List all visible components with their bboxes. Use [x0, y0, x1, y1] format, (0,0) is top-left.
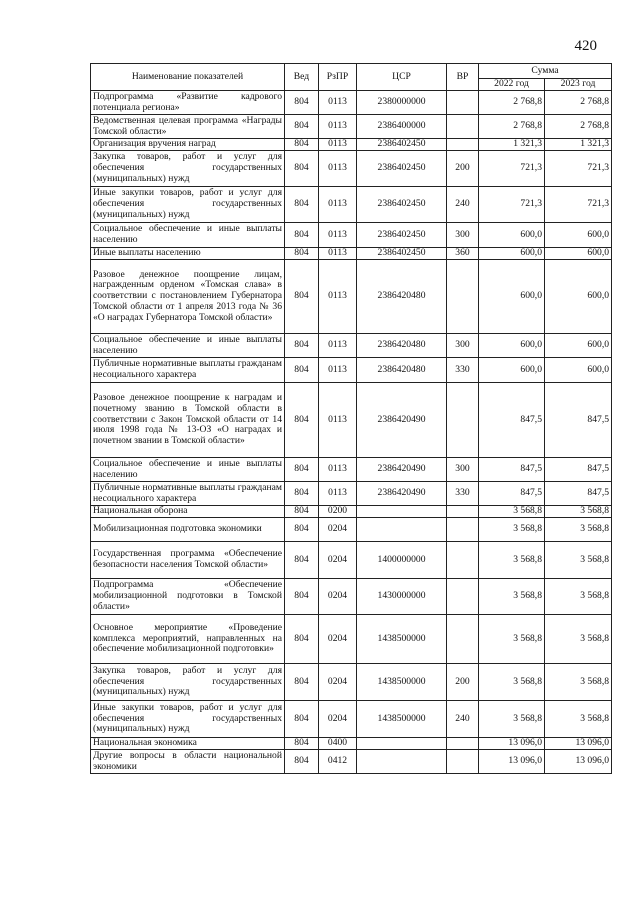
row-vr	[447, 750, 479, 774]
row-sum-2023: 721,3	[545, 151, 612, 187]
row-sum-2022: 600,0	[479, 248, 545, 260]
row-name: Закупка товаров, работ и услуг для обеспечения государственных (муниципальных) нужд	[91, 664, 285, 701]
row-vr: 200	[447, 664, 479, 701]
row-sum-2022: 721,3	[479, 187, 545, 223]
row-name: Подпрограмма «Развитие кадрового потенциала региона»	[91, 91, 285, 115]
row-csr	[357, 738, 447, 750]
table-row	[91, 91, 612, 115]
row-sum-2022: 3 568,8	[479, 506, 545, 518]
header-csr: ЦСР	[357, 64, 447, 91]
table-row	[91, 701, 612, 738]
row-sum-2022: 847,5	[479, 482, 545, 506]
row-sum-2023: 3 568,8	[545, 701, 612, 738]
row-sum-2023: 3 568,8	[545, 518, 612, 542]
row-csr: 1438500000	[357, 664, 447, 701]
row-rzpr: 0204	[319, 701, 357, 738]
row-vr: 330	[447, 482, 479, 506]
row-vr	[447, 91, 479, 115]
row-ved: 804	[285, 187, 319, 223]
row-rzpr: 0113	[319, 334, 357, 358]
row-ved: 804	[285, 358, 319, 383]
table-row	[91, 579, 612, 615]
row-csr: 2386420480	[357, 260, 447, 334]
row-sum-2023: 847,5	[545, 458, 612, 482]
row-csr: 2386402450	[357, 187, 447, 223]
row-name: Социальное обеспечение и иные выплаты населению	[91, 223, 285, 248]
row-sum-2023: 13 096,0	[545, 750, 612, 774]
row-sum-2022: 2 768,8	[479, 115, 545, 139]
row-rzpr: 0113	[319, 187, 357, 223]
table-row	[91, 151, 612, 187]
row-vr: 300	[447, 458, 479, 482]
table-row	[91, 615, 612, 664]
row-csr: 1438500000	[357, 701, 447, 738]
row-name: Публичные нормативные выплаты гражданам несоциального характера	[91, 358, 285, 383]
row-name: Закупка товаров, работ и услуг для обеспечения государственных (муниципальных) нужд	[91, 151, 285, 187]
row-name: Разовое денежное поощрение к наградам и почетному званию в Томской области в соответствии с Закон Томской области от 14 июля 1998 года № 13-ОЗ «О наградах и почетном звании в Томской области»	[91, 383, 285, 458]
row-sum-2022: 3 568,8	[479, 701, 545, 738]
row-sum-2023: 2 768,8	[545, 115, 612, 139]
row-vr: 200	[447, 151, 479, 187]
row-sum-2022: 600,0	[479, 334, 545, 358]
header-sum: Сумма	[479, 64, 612, 79]
row-vr	[447, 518, 479, 542]
row-rzpr: 0400	[319, 738, 357, 750]
row-sum-2023: 3 568,8	[545, 664, 612, 701]
row-sum-2022: 3 568,8	[479, 664, 545, 701]
row-csr	[357, 750, 447, 774]
table-row	[91, 334, 612, 358]
row-csr: 2386402450	[357, 151, 447, 187]
row-name: Социальное обеспечение и иные выплаты населению	[91, 334, 285, 358]
row-vr	[447, 738, 479, 750]
header-ved: Вед	[285, 64, 319, 91]
header-name: Наименование показателей	[91, 64, 285, 91]
row-csr: 2386402450	[357, 223, 447, 248]
row-rzpr: 0204	[319, 542, 357, 579]
header-year-2023: 2023 год	[545, 79, 612, 91]
table-row	[91, 383, 612, 458]
table-row	[91, 738, 612, 750]
row-ved: 804	[285, 223, 319, 248]
table-row	[91, 482, 612, 506]
row-vr: 240	[447, 187, 479, 223]
row-vr: 330	[447, 358, 479, 383]
row-name: Национальная экономика	[91, 738, 285, 750]
header-rzpr: РзПР	[319, 64, 357, 91]
table-body	[91, 91, 612, 774]
row-csr: 2386420490	[357, 482, 447, 506]
table-row	[91, 518, 612, 542]
row-sum-2023: 3 568,8	[545, 542, 612, 579]
row-sum-2023: 721,3	[545, 187, 612, 223]
row-name: Иные выплаты населению	[91, 248, 285, 260]
row-sum-2023: 847,5	[545, 482, 612, 506]
row-sum-2022: 2 768,8	[479, 91, 545, 115]
row-csr	[357, 506, 447, 518]
row-rzpr: 0113	[319, 139, 357, 151]
row-ved: 804	[285, 664, 319, 701]
row-rzpr: 0113	[319, 115, 357, 139]
row-ved: 804	[285, 542, 319, 579]
row-ved: 804	[285, 139, 319, 151]
row-ved: 804	[285, 383, 319, 458]
row-rzpr: 0113	[319, 383, 357, 458]
row-sum-2022: 847,5	[479, 458, 545, 482]
table-row	[91, 260, 612, 334]
row-ved: 804	[285, 579, 319, 615]
budget-table	[90, 63, 612, 774]
page-number: 420	[574, 38, 597, 54]
row-name: Разовое денежное поощрение лицам, награжденным орденом «Томская слава» в соответствии с постановлением Губернатора Томской области от 1 апреля 2013 года № 36 «О наградах Губернатора Томской области»	[91, 260, 285, 334]
row-rzpr: 0113	[319, 248, 357, 260]
row-rzpr: 0204	[319, 615, 357, 664]
row-csr: 2386402450	[357, 139, 447, 151]
row-csr	[357, 518, 447, 542]
row-ved: 804	[285, 334, 319, 358]
row-rzpr: 0204	[319, 518, 357, 542]
row-name: Подпрограмма «Обеспечение мобилизационной подготовки в Томской области»	[91, 579, 285, 615]
table-row	[91, 248, 612, 260]
row-csr: 2386420480	[357, 334, 447, 358]
row-sum-2023: 1 321,3	[545, 139, 612, 151]
row-rzpr: 0113	[319, 358, 357, 383]
row-sum-2022: 600,0	[479, 358, 545, 383]
row-ved: 804	[285, 518, 319, 542]
row-rzpr: 0113	[319, 91, 357, 115]
row-name: Основное мероприятие «Проведение комплекса мероприятий, направленных на обеспечение мобилизационной подготовки»	[91, 615, 285, 664]
row-sum-2022: 721,3	[479, 151, 545, 187]
row-csr: 1438500000	[357, 615, 447, 664]
row-sum-2023: 13 096,0	[545, 738, 612, 750]
row-csr: 2386420490	[357, 458, 447, 482]
table-row	[91, 358, 612, 383]
row-sum-2022: 13 096,0	[479, 738, 545, 750]
row-vr: 300	[447, 223, 479, 248]
row-csr: 1400000000	[357, 542, 447, 579]
row-vr	[447, 542, 479, 579]
row-name: Государственная программа «Обеспечение безопасности населения Томской области»	[91, 542, 285, 579]
row-vr: 300	[447, 334, 479, 358]
row-name: Иные закупки товаров, работ и услуг для обеспечения государственных (муниципальных) нужд	[91, 701, 285, 738]
row-rzpr: 0412	[319, 750, 357, 774]
row-sum-2022: 600,0	[479, 223, 545, 248]
row-sum-2023: 600,0	[545, 334, 612, 358]
row-sum-2022: 847,5	[479, 383, 545, 458]
table-row	[91, 458, 612, 482]
row-ved: 804	[285, 701, 319, 738]
row-name: Иные закупки товаров, работ и услуг для обеспечения государственных (муниципальных) нужд	[91, 187, 285, 223]
row-rzpr: 0204	[319, 579, 357, 615]
row-sum-2023: 847,5	[545, 383, 612, 458]
row-ved: 804	[285, 248, 319, 260]
row-rzpr: 0204	[319, 664, 357, 701]
row-rzpr: 0113	[319, 482, 357, 506]
header-vr: ВР	[447, 64, 479, 91]
row-csr: 2386420480	[357, 358, 447, 383]
row-vr	[447, 383, 479, 458]
row-name: Организация вручения наград	[91, 139, 285, 151]
row-sum-2023: 3 568,8	[545, 506, 612, 518]
row-csr: 2386400000	[357, 115, 447, 139]
row-sum-2022: 3 568,8	[479, 615, 545, 664]
row-csr: 1430000000	[357, 579, 447, 615]
row-csr: 2386402450	[357, 248, 447, 260]
row-vr	[447, 615, 479, 664]
row-vr: 240	[447, 701, 479, 738]
row-csr: 2380000000	[357, 91, 447, 115]
row-rzpr: 0113	[319, 151, 357, 187]
row-rzpr: 0200	[319, 506, 357, 518]
row-ved: 804	[285, 91, 319, 115]
row-csr: 2386420490	[357, 383, 447, 458]
row-name: Ведомственная целевая программа «Награды Томской области»	[91, 115, 285, 139]
row-name: Социальное обеспечение и иные выплаты населению	[91, 458, 285, 482]
row-ved: 804	[285, 115, 319, 139]
row-sum-2022: 3 568,8	[479, 542, 545, 579]
row-vr	[447, 506, 479, 518]
table-row	[91, 187, 612, 223]
row-ved: 804	[285, 482, 319, 506]
row-rzpr: 0113	[319, 223, 357, 248]
row-ved: 804	[285, 615, 319, 664]
row-ved: 804	[285, 506, 319, 518]
table-row	[91, 664, 612, 701]
row-ved: 804	[285, 151, 319, 187]
row-sum-2023: 600,0	[545, 358, 612, 383]
table-row	[91, 139, 612, 151]
table-row	[91, 115, 612, 139]
table-row	[91, 542, 612, 579]
header-year-2022: 2022 год	[479, 79, 545, 91]
row-name: Публичные нормативные выплаты гражданам несоциального характера	[91, 482, 285, 506]
row-name: Национальная оборона	[91, 506, 285, 518]
table-row	[91, 223, 612, 248]
row-ved: 804	[285, 458, 319, 482]
row-ved: 804	[285, 260, 319, 334]
row-name: Мобилизационная подготовка экономики	[91, 518, 285, 542]
row-name: Другие вопросы в области национальной экономики	[91, 750, 285, 774]
table-row	[91, 750, 612, 774]
row-ved: 804	[285, 750, 319, 774]
row-rzpr: 0113	[319, 260, 357, 334]
row-vr	[447, 579, 479, 615]
row-sum-2023: 3 568,8	[545, 579, 612, 615]
row-vr	[447, 139, 479, 151]
row-sum-2022: 3 568,8	[479, 579, 545, 615]
row-ved: 804	[285, 738, 319, 750]
table-row	[91, 506, 612, 518]
row-sum-2022: 600,0	[479, 260, 545, 334]
row-sum-2022: 3 568,8	[479, 518, 545, 542]
row-sum-2023: 3 568,8	[545, 615, 612, 664]
row-sum-2023: 600,0	[545, 223, 612, 248]
row-vr	[447, 115, 479, 139]
row-sum-2022: 1 321,3	[479, 139, 545, 151]
row-vr: 360	[447, 248, 479, 260]
row-sum-2023: 600,0	[545, 260, 612, 334]
table-header	[91, 64, 612, 91]
row-sum-2023: 600,0	[545, 248, 612, 260]
row-sum-2023: 2 768,8	[545, 91, 612, 115]
row-sum-2022: 13 096,0	[479, 750, 545, 774]
row-rzpr: 0113	[319, 458, 357, 482]
row-vr	[447, 260, 479, 334]
